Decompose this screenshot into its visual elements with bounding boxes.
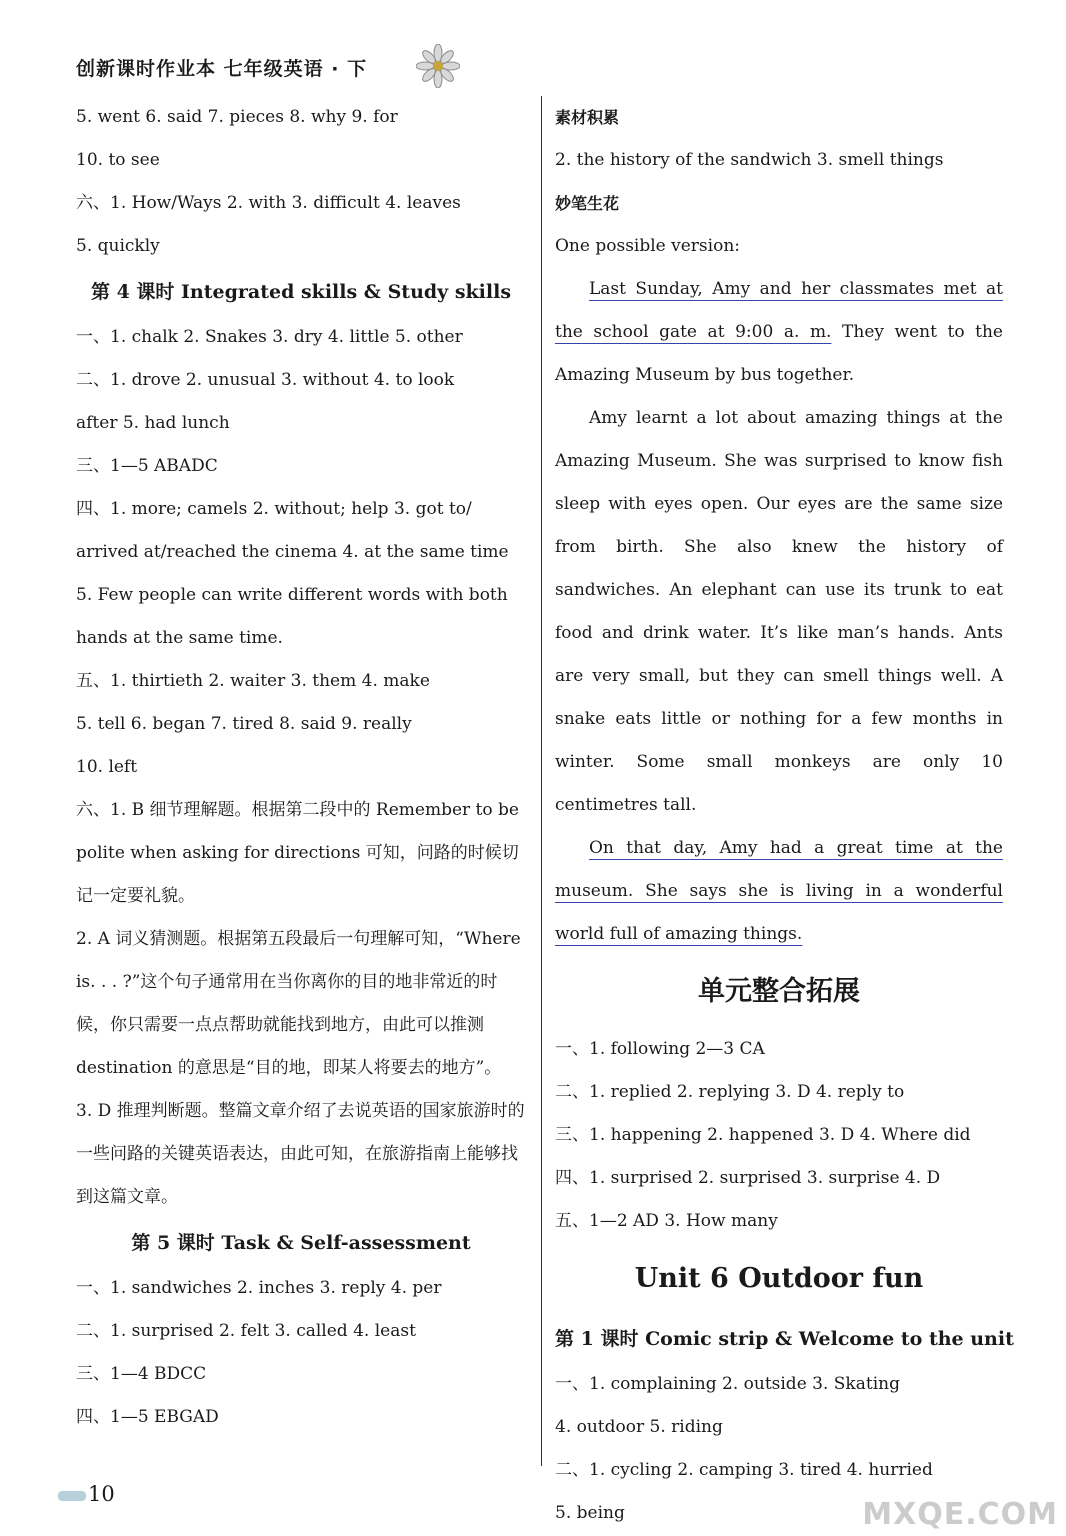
left-column	[76, 96, 526, 1439]
answer-line: 二、1. replied 2. replying 3. D 4. reply to	[555, 1082, 905, 1102]
answer-line: 二、1. surprised 2. felt 3. called 4. least	[76, 1321, 416, 1341]
essay-text: They went to the Amazing Museum by bus together.	[555, 322, 1003, 385]
unit-title: Unit 6 Outdoor fun	[634, 1263, 924, 1294]
answer-line: 5. quickly	[76, 236, 160, 256]
underlined-sentence: On that day, Amy had a great time at the museum. She says she is living in a wonderful world full of amazing things.	[555, 838, 1003, 944]
answer-line: 4. outdoor 5. riding	[555, 1417, 723, 1437]
answer-line: 五、1—2 AD 3. How many	[555, 1211, 778, 1231]
answer-line: 三、1—4 BDCC	[76, 1364, 207, 1384]
flower-decoration-icon	[416, 44, 460, 88]
lesson4-title: 第 4 课时 Integrated skills & Study skills	[90, 281, 512, 303]
page-marker-icon	[58, 1491, 86, 1501]
answer-line: 四、1. surprised 2. surprised 3. surprise 4. D	[555, 1168, 941, 1188]
answer-line: 三、1. happening 2. happened 3. D 4. Where did	[555, 1125, 971, 1145]
watermark: MXQE.COM	[862, 1497, 1058, 1532]
answer-line: 四、1. more; camels 2. without; help 3. got to/	[76, 499, 472, 519]
answer-line: 2. the history of the sandwich 3. smell things	[555, 150, 944, 170]
page-number: 10	[88, 1482, 115, 1506]
essay-paragraph-2: Amy learnt a lot about amazing things at the Amazing Museum. She was surprised to know fish sleep with eyes open. Our eyes are the same size from birth. She also knew the history of sandwiches. An elephant can use its trunk to eat food and drink water. It’s like man’s hands. Ants are very small, but they can smell things well. A snake eats little or nothing for a few months in winter. Some small monkeys are only 10 centimetres tall.	[555, 408, 1003, 815]
column-divider	[541, 96, 542, 1466]
answer-line: 二、1. drove 2. unusual 3. without 4. to look	[76, 370, 455, 390]
answer-line: 5. went 6. said 7. pieces 8. why 9. for	[76, 107, 398, 127]
answer-line: 5. being	[555, 1503, 625, 1523]
answer-line: hands at the same time.	[76, 628, 283, 648]
page-footer	[58, 1482, 115, 1506]
answer-line: 5. tell 6. began 7. tired 8. said 9. really	[76, 714, 412, 734]
answer-line: 10. to see	[76, 150, 160, 170]
explanation-paragraph: 六、1. B 细节理解题。根据第二段中的 Remember to be polite when asking for directions 可知，问路的时候切记一定要礼貌。	[76, 800, 519, 906]
answer-line: 六、1. How/Ways 2. with 3. difficult 4. leaves	[76, 193, 461, 213]
answer-line: after 5. had lunch	[76, 413, 230, 433]
answer-line: 三、1—5 ABADC	[76, 456, 218, 476]
explanation-paragraph: 2. A 词义猜测题。根据第五段最后一句理解可知，“Where is. . . ?”这个句子通常用在当你离你的目的地非常近的时候，你只需要一点点帮助就能找到地方，由此可以推测 destination 的意思是“目的地，即某人将要去的地方”。	[76, 929, 521, 1078]
answer-line: 5. Few people can write different words with both	[76, 585, 508, 605]
answer-line: 一、1. following 2—3 CA	[555, 1039, 765, 1059]
writing-heading: 妙笔生花	[555, 194, 620, 213]
answer-line: 一、1. sandwiches 2. inches 3. reply 4. per	[76, 1278, 442, 1298]
answer-line: 二、1. cycling 2. camping 3. tired 4. hurried	[555, 1460, 933, 1480]
answer-line: 四、1—5 EBGAD	[76, 1407, 219, 1427]
answer-line: arrived at/reached the cinema 4. at the same time	[76, 542, 509, 562]
underlined-sentence: Last Sunday, Amy and her classmates met at the school gate at 9:00 a. m.	[555, 279, 1003, 342]
lesson5-title: 第 5 课时 Task & Self-assessment	[131, 1232, 471, 1254]
explanation-paragraph: 3. D 推理判断题。整篇文章介绍了去说英语的国家旅游时的一些问路的关键英语表达，由此可知，在旅游指南上能够找到这篇文章。	[76, 1101, 525, 1207]
material-heading: 素材积累	[555, 108, 620, 127]
answer-line: 一、1. chalk 2. Snakes 3. dry 4. little 5. other	[76, 327, 463, 347]
essay-paragraph-1	[555, 268, 1003, 397]
answer-line: 10. left	[76, 757, 138, 777]
answer-line: 一、1. complaining 2. outside 3. Skating	[555, 1374, 900, 1394]
page-header-title: 创新课时作业本 七年级英语 · 下	[76, 58, 368, 80]
essay-paragraph-3	[555, 827, 1003, 956]
version-label: One possible version:	[555, 236, 740, 256]
answer-line: 五、1. thirtieth 2. waiter 3. them 4. make	[76, 671, 430, 691]
right-column	[555, 96, 1014, 1535]
section-title: 单元整合拓展	[698, 976, 860, 1007]
lesson1-title: 第 1 课时 Comic strip & Welcome to the unit	[555, 1328, 1014, 1350]
